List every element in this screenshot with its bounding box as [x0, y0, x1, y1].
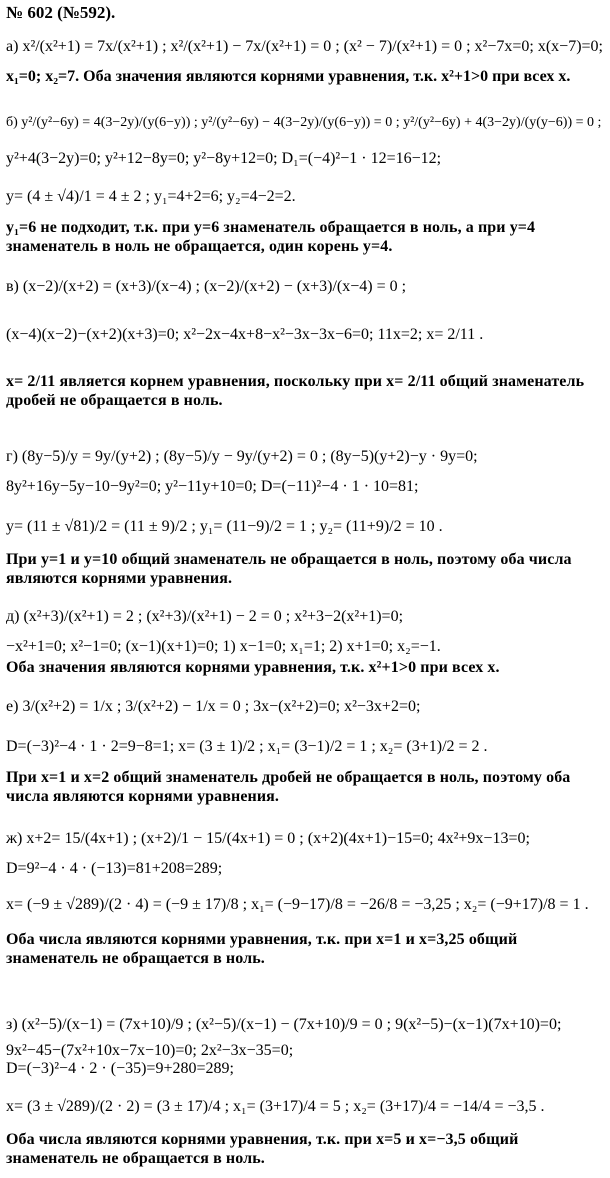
part-z-line2: 9x²−45−(7x²+10x−7x−10)=0; 2x²−3x−35=0;	[6, 1042, 294, 1059]
part-e-line2: D=(−3)²−4 · 1 · 2=9−8=1; x= (3 ± 1)/2 ; x₁= (3−1)/2 = 1 ; x₂= (3+1)/2 = 2 .	[6, 738, 488, 755]
part-z-eq1: (x²−5)/(x−1) = (7x+10)/9 ; (x²−5)/(x−1) − (7x+10)/9 = 0 ; 9(x²−5)−(x−1)(7x+10)=0;	[21, 1016, 562, 1033]
part-zh-text: Оба числа являются корнями уравнения, т.к. при x=1 и x=3,25 общий знаменатель не обращается в ноль.	[6, 931, 518, 967]
part-b-text: y₁=6 не подходит, т.к. при y=6 знаменатель обращается в ноль, а при y=4 знаменатель в ноль не обращается, один корень y=4.	[6, 219, 536, 255]
part-zh-label: ж)	[6, 830, 23, 847]
part-v-line2: (x−4)(x−2)−(x+2)(x+3)=0; x²−2x−4x+8−x²−3x−3x−6=0; 11x=2; x= 2/11 .	[6, 326, 484, 343]
part-d-eq1: (x²+3)/(x²+1) = 2 ; (x²+3)/(x²+1) − 2 = 0 ; x²+3−2(x²+1)=0;	[23, 608, 404, 625]
part-z-label: з)	[6, 1016, 18, 1033]
part-b-label: б)	[6, 115, 18, 130]
part-v-eq1: (x−2)/(x+2) = (x+3)/(x−4) ; (x−2)/(x+2) − (x+3)/(x−4) = 0 ;	[22, 278, 407, 295]
part-b-equation	[6, 114, 601, 132]
part-zh-line2: D=9²−4 · 4 · (−13)=81+208=289;	[6, 860, 223, 877]
part-d-equation	[6, 608, 403, 626]
part-v-label: в)	[6, 278, 19, 295]
part-e-text: При x=1 и x=2 общий знаменатель дробей не обращается в ноль, поэтому оба числа являются корнями уравнения.	[6, 769, 571, 805]
part-d-line2: −x²+1=0; x²−1=0; (x−1)(x+1)=0; 1) x−1=0; x₁=1; 2) x+1=0; x₂=−1.	[6, 638, 441, 655]
part-g-text: При y=1 и y=10 общий знаменатель не обращается в ноль, поэтому оба числа являются корнями уравнения.	[6, 551, 572, 587]
part-v-text: x= 2/11 является корнем уравнения, поскольку при x= 2/11 общий знаменатель дробей не обращается в ноль.	[6, 373, 585, 409]
part-a-eq1: x²/(x²+1) = 7x/(x²+1) ; x²/(x²+1) − 7x/(x²+1) = 0 ; (x² − 7)/(x²+1) = 0 ; x²−7x=0; x(x−7)=0;	[22, 38, 603, 55]
part-v-equation	[6, 278, 406, 296]
part-e-equation	[6, 698, 420, 716]
part-g-line3: y= (11 ± √81)/2 = (11 ± 9)/2 ; y₁= (11−9)/2 = 1 ; y₂= (11+9)/2 = 10 .	[6, 518, 443, 535]
problem-title: № 602 (№592).	[6, 3, 116, 22]
part-d-label: д)	[6, 608, 20, 625]
part-e-label: е)	[6, 698, 19, 715]
part-zh-eq1: x+2= 15/(4x+1) ; (x+2)/1 − 15/(4x+1) = 0 ; (x+2)(4x+1)−15=0; 4x²+9x−13=0;	[26, 830, 530, 847]
part-b-line2: y²+4(3−2y)=0; y²+12−8y=0; y²−8y+12=0; D₁=(−4)²−1 · 12=16−12;	[6, 150, 442, 167]
part-a-equation	[6, 38, 603, 56]
part-g-equation	[6, 448, 478, 466]
part-a-label: а)	[6, 38, 19, 55]
part-e-eq1: 3/(x²+2) = 1/x ; 3/(x²+2) − 1/x = 0 ; 3x−(x²+2)=0; x²−3x+2=0;	[22, 698, 421, 715]
part-z-line4: x= (3 ± √289)/(2 · 2) = (3 ± 17)/4 ; x₁= (3+17)/4 = 5 ; x₂= (3+17)/4 = −14/4 = −3,5 .	[6, 1098, 545, 1115]
part-b-line3: y= (4 ± √4)/1 = 4 ± 2 ; y₁=4+2=6; y₂=4−2=2.	[6, 188, 296, 205]
part-g-eq1: (8y−5)/y = 9y/(y+2) ; (8y−5)/y − 9y/(y+2) = 0 ; (8y−5)(y+2)−y · 9y=0;	[21, 448, 478, 465]
part-z-equation	[6, 1016, 561, 1034]
part-g-line2: 8y²+16y−5y−10−9y²=0; y²−11y+10=0; D=(−11)²−4 · 1 · 10=81;	[6, 478, 419, 495]
part-b-eq1: y²/(y²−6y) = 4(3−2y)/(y(6−y)) ; y²/(y²−6y) − 4(3−2y)/(y(6−y)) = 0 ; y²/(y²−6y) + 4(3−2y)/(y(y−6)) = 0 ;	[21, 115, 602, 130]
part-z-text: Оба числа являются корнями уравнения, т.к. при x=5 и x=−3,5 общий знаменатель не обращается в ноль.	[6, 1131, 519, 1167]
part-zh-equation	[6, 830, 530, 848]
part-zh-line3: x= (−9 ± √289)/(2 · 4) = (−9 ± 17)/8 ; x₁= (−9−17)/8 = −26/8 = −3,25 ; x₂= (−9+17)/8 = 1 .	[6, 896, 589, 913]
part-z-line3: D=(−3)²−4 · 2 · (−35)=9+280=289;	[6, 1060, 234, 1077]
part-d-text: Оба значения являются корнями уравнения, т.к. x²+1>0 при всех x.	[6, 659, 500, 676]
part-a-conclusion: x₁=0; x₂=7. Оба значения являются корнями уравнения, т.к. x²+1>0 при всех x.	[6, 68, 571, 85]
part-g-label: г)	[6, 448, 18, 465]
